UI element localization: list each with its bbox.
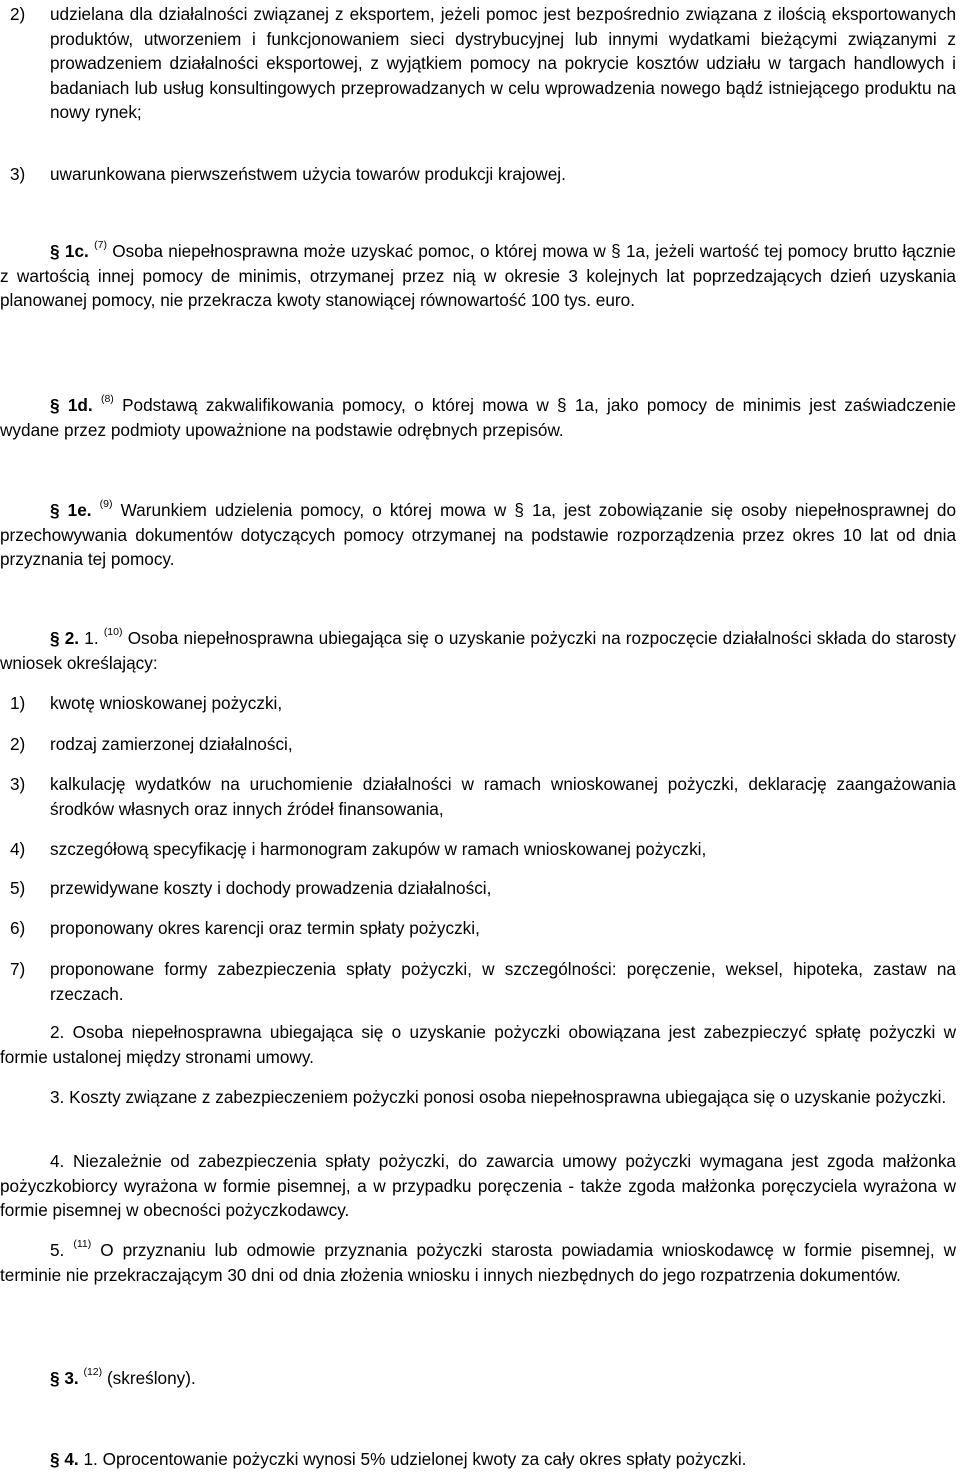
- section-1d: [0, 393, 956, 442]
- item-text: proponowany okres karencji oraz termin spłaty pożyczki,: [50, 918, 480, 938]
- paragraph-text: 4. Niezależnie od zabezpieczenia spłaty pożyczki, do zawarcia umowy pożyczki wymagana jest zgoda małżonka pożyczkobiorcy wyrażona w formie pisemnej, a w przypadku poręczenia - także zgoda małżonka poręczyciela wyrażona w formie pisemnej w obecności pożyczkodawcy.: [0, 1151, 956, 1221]
- item-number: 6): [10, 918, 26, 938]
- item-text: proponowane formy zabezpieczenia spłaty pożyczki, w szczególności: poręczenie, weksel, hipoteka, zastaw na rzeczach.: [50, 959, 956, 1004]
- list-item: [10, 691, 956, 716]
- section-2: [0, 626, 956, 675]
- section-1e: [0, 498, 956, 572]
- section-label: § 4.: [50, 1449, 79, 1469]
- section-label: § 1c.: [50, 241, 89, 261]
- section-label: § 3.: [50, 1368, 79, 1388]
- item-text: kalkulację wydatków na uruchomienie działalności w ramach wnioskowanej pożyczki, deklarację zaangażowania środków własnych oraz innych źródeł finansowania,: [50, 774, 956, 819]
- paragraph-2-2: [0, 1020, 956, 1069]
- section-text: Oprocentowanie pożyczki wynosi 5% udzielonej kwoty za cały okres spłaty pożyczki.: [102, 1449, 747, 1469]
- paragraph-2-5: [0, 1238, 956, 1287]
- section-sign: §: [50, 1368, 60, 1388]
- section-label: § 2.: [50, 628, 80, 648]
- list-item: [10, 876, 956, 901]
- section-label: § 1d.: [50, 395, 93, 415]
- section-sign: §: [50, 395, 60, 415]
- list-item: [10, 2, 956, 125]
- item-number: 5): [10, 878, 26, 898]
- list-item: [10, 916, 956, 941]
- paragraph-number: 1.: [83, 1449, 98, 1469]
- item-text: szczegółową specyfikację i harmonogram zakupów w ramach wnioskowanej pożyczki,: [50, 839, 707, 859]
- section-text: (skreślony).: [106, 1368, 196, 1388]
- item-text: udzielana dla działalności związanej z eksportem, jeżeli pomoc jest bezpośrednio związana z ilością eksportowanych produktów, utworzeniem i funkcjonowaniem sieci dystrybucyjnej lub innymi wydatkami bieżącymi związanymi z prowadzeniem działalności eksportowej, z wyjątkiem pomocy na pokrycie kosztów udziału w targach handlowych i badaniach lub usług konsultingowych przeprowadzanych w celu wprowadzenia nowego bądź istniejącego produktu na nowy rynek;: [50, 4, 956, 123]
- list-item: [10, 957, 956, 1006]
- item-text: kwotę wnioskowanej pożyczki,: [50, 693, 283, 713]
- section-sign: §: [50, 1449, 60, 1469]
- paragraph-text: 3. Koszty związane z zabezpieczeniem pożyczki ponosi osoba niepełnosprawna ubiegająca się o uzyskanie pożyczki.: [50, 1087, 947, 1107]
- footnote-ref: (10): [103, 626, 123, 639]
- section-4: [0, 1447, 956, 1472]
- footnote-ref: (11): [73, 1238, 92, 1251]
- paragraph-text: 2. Osoba niepełnosprawna ubiegająca się o uzyskanie pożyczki obowiązana jest zabezpieczyć spłatę pożyczki w formie ustalonej między stronami umowy.: [0, 1022, 956, 1067]
- item-number: 7): [10, 959, 26, 979]
- paragraph-number: 1.: [84, 628, 99, 648]
- list-item: [10, 732, 956, 757]
- section-1c: [0, 239, 956, 313]
- paragraph-text: O przyznaniu lub odmowie przyznania pożyczki starosta powiadamia wnioskodawcę w formie pisemnej, w terminie nie przekraczającym 30 dni od dnia złożenia wniosku i innych niezbędnych do jego rozpatrzenia dokumentów.: [0, 1240, 956, 1285]
- paragraph-2-4: [0, 1149, 956, 1223]
- section-label: § 1e.: [50, 500, 92, 520]
- section-text: Warunkiem udzielenia pomocy, o której mowa w § 1a, jest zobowiązanie się osoby niepełnosprawnej do przechowywania dokumentów dotyczących pomocy otrzymanej na podstawie rozporządzenia przez okres 10 lat od dnia przyznania tej pomocy.: [0, 500, 957, 570]
- footnote-ref: (8): [100, 393, 114, 406]
- section-text: Osoba niepełnosprawna ubiegająca się o uzyskanie pożyczki na rozpoczęcie działalności składa do starosty wniosek określający:: [0, 628, 957, 673]
- item-number: 2): [10, 4, 26, 24]
- footnote-ref: (9): [99, 498, 113, 511]
- item-number: 1): [10, 693, 26, 713]
- section-sign: §: [50, 241, 60, 261]
- paragraph-2-3: [0, 1085, 956, 1110]
- item-text: rodzaj zamierzonej działalności,: [50, 734, 293, 754]
- item-text: przewidywane koszty i dochody prowadzenia działalności,: [50, 878, 492, 898]
- section-text: Podstawą zakwalifikowania pomocy, o której mowa w § 1a, jako pomocy de minimis jest zaświadczenie wydane przez podmioty upoważnione na podstawie odrębnych przepisów.: [0, 395, 956, 440]
- item-number: 4): [10, 839, 26, 859]
- list-item: [10, 837, 956, 862]
- item-number: 3): [10, 164, 26, 184]
- footnote-ref: (12): [83, 1366, 103, 1379]
- paragraph-number: 5.: [50, 1240, 65, 1260]
- item-number: 2): [10, 734, 26, 754]
- section-sign: §: [50, 500, 60, 520]
- section-text: Osoba niepełnosprawna może uzyskać pomoc, o której mowa w § 1a, jeżeli wartość tej pomocy brutto łącznie z wartością innej pomocy de minimis, otrzymanej przez nią w okresie 3 kolejnych lat poprzedzających dzień uzyskania planowanej pomocy, nie przekracza kwoty stanowiącej równowartość 100 tys. euro.: [0, 241, 956, 311]
- list-item: [10, 162, 956, 187]
- section-sign: §: [50, 628, 60, 648]
- footnote-ref: (7): [94, 239, 107, 252]
- item-number: 3): [10, 774, 26, 794]
- list-item: [10, 772, 956, 821]
- section-3: [0, 1366, 956, 1391]
- item-text: uwarunkowana pierwszeństwem użycia towarów produkcji krajowej.: [50, 164, 566, 184]
